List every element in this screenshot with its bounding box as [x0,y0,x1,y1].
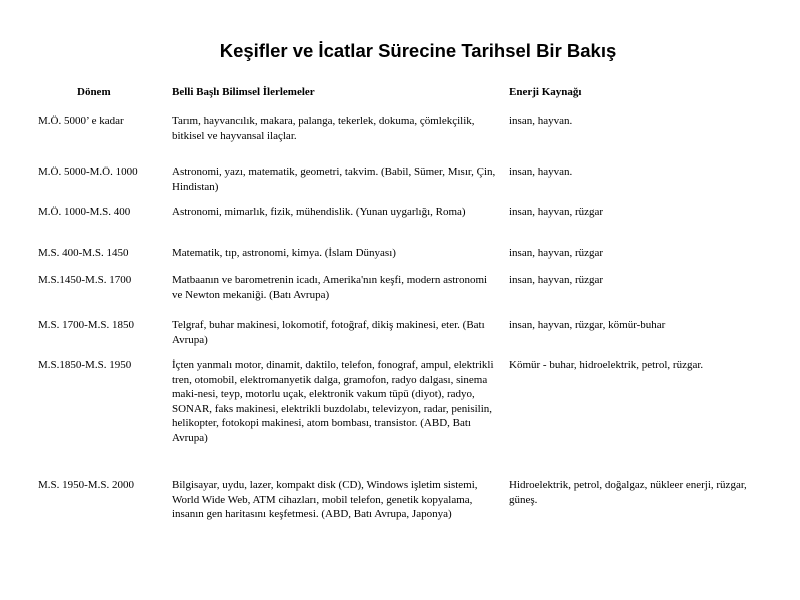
advances-cell: Matbaanın ve barometrenin icadı, Amerika'nın keşfi, modern astronomi ve Newton mekaniği. (Batı Avrupa) [172,274,488,301]
energy-cell: insan, hayvan. [509,166,573,178]
advances-cell: Matematik, tıp, astronomi, kimya. (İslam Dünyası) [172,247,396,259]
period-cell: M.S.1850-M.S. 1950 [38,359,132,371]
column-header-advances: Belli Başlı Bilimsel İlerlemeler [172,86,315,98]
energy-cell: insan, hayvan, rüzgar, kömür-buhar [509,319,666,331]
column-header-period: Dönem [77,86,111,98]
period-cell: M.Ö. 5000’ e kadar [38,115,124,127]
period-cell: M.Ö. 1000-M.S. 400 [38,206,131,218]
period-cell: M.S. 400-M.S. 1450 [38,247,129,259]
advances-cell: Bilgisayar, uydu, lazer, kompakt disk (CD), Windows işletim sistemi, World Wide Web, ATM cihazları, mobil telefon, genetik kopyalama, insanın gen haritasını keşfetmesi. (ABD, Batı Avrupa, Japonya) [172,479,478,521]
period-cell: M.S.1450-M.S. 1700 [38,274,132,286]
energy-cell: insan, hayvan. [509,115,573,127]
page-title: Keşifler ve İcatlar Sürecine Tarihsel Bir Bakış [219,40,617,61]
advances-cell: İçten yanmalı motor, dinamit, daktilo, telefon, fonograf, ampul, elektrikli tren, otomobil, elektromanyetik dalga, gramofon, radyo dalgası, sinema maki-nesi, teyp, motorlu uçak, elektronik vakum tüpü (diyot), radyo, SONAR, faks makinesi, elektrikli buzdolabı, televizyon, radar, penisilin, helikopter, fotokopi makinesi, atom bombası, transistor. (ABD, Batı Avrupa) [172,359,494,444]
period-cell: M.S. 1950-M.S. 2000 [38,479,134,491]
energy-cell: insan, hayvan, rüzgar [509,206,604,218]
advances-cell: Telgraf, buhar makinesi, lokomotif, fotoğraf, dikiş makinesi, eter. (Batı Avrupa) [172,319,485,346]
column-header-energy: Enerji Kaynağı [509,86,582,98]
advances-cell: Astronomi, yazı, matematik, geometri, takvim. (Babil, Sümer, Mısır, Çin, Hindistan) [172,166,496,193]
period-cell: M.Ö. 5000-M.Ö. 1000 [38,166,138,178]
advances-cell: Astronomi, mimarlık, fizik, mühendislik. (Yunan uygarlığı, Roma) [172,206,466,218]
energy-cell: Hidroelektrik, petrol, doğalgaz, nükleer enerji, rüzgar, güneş. [509,479,747,506]
energy-cell: Kömür - buhar, hidroelektrik, petrol, rüzgar. [509,359,704,371]
advances-cell: Tarım, hayvancılık, makara, palanga, tekerlek, dokuma, çömlekçilik, bitkisel ve hayvansal ilaçlar. [172,115,475,142]
energy-cell: insan, hayvan, rüzgar [509,274,604,286]
period-cell: M.S. 1700-M.S. 1850 [38,319,134,331]
energy-cell: insan, hayvan, rüzgar [509,247,604,259]
